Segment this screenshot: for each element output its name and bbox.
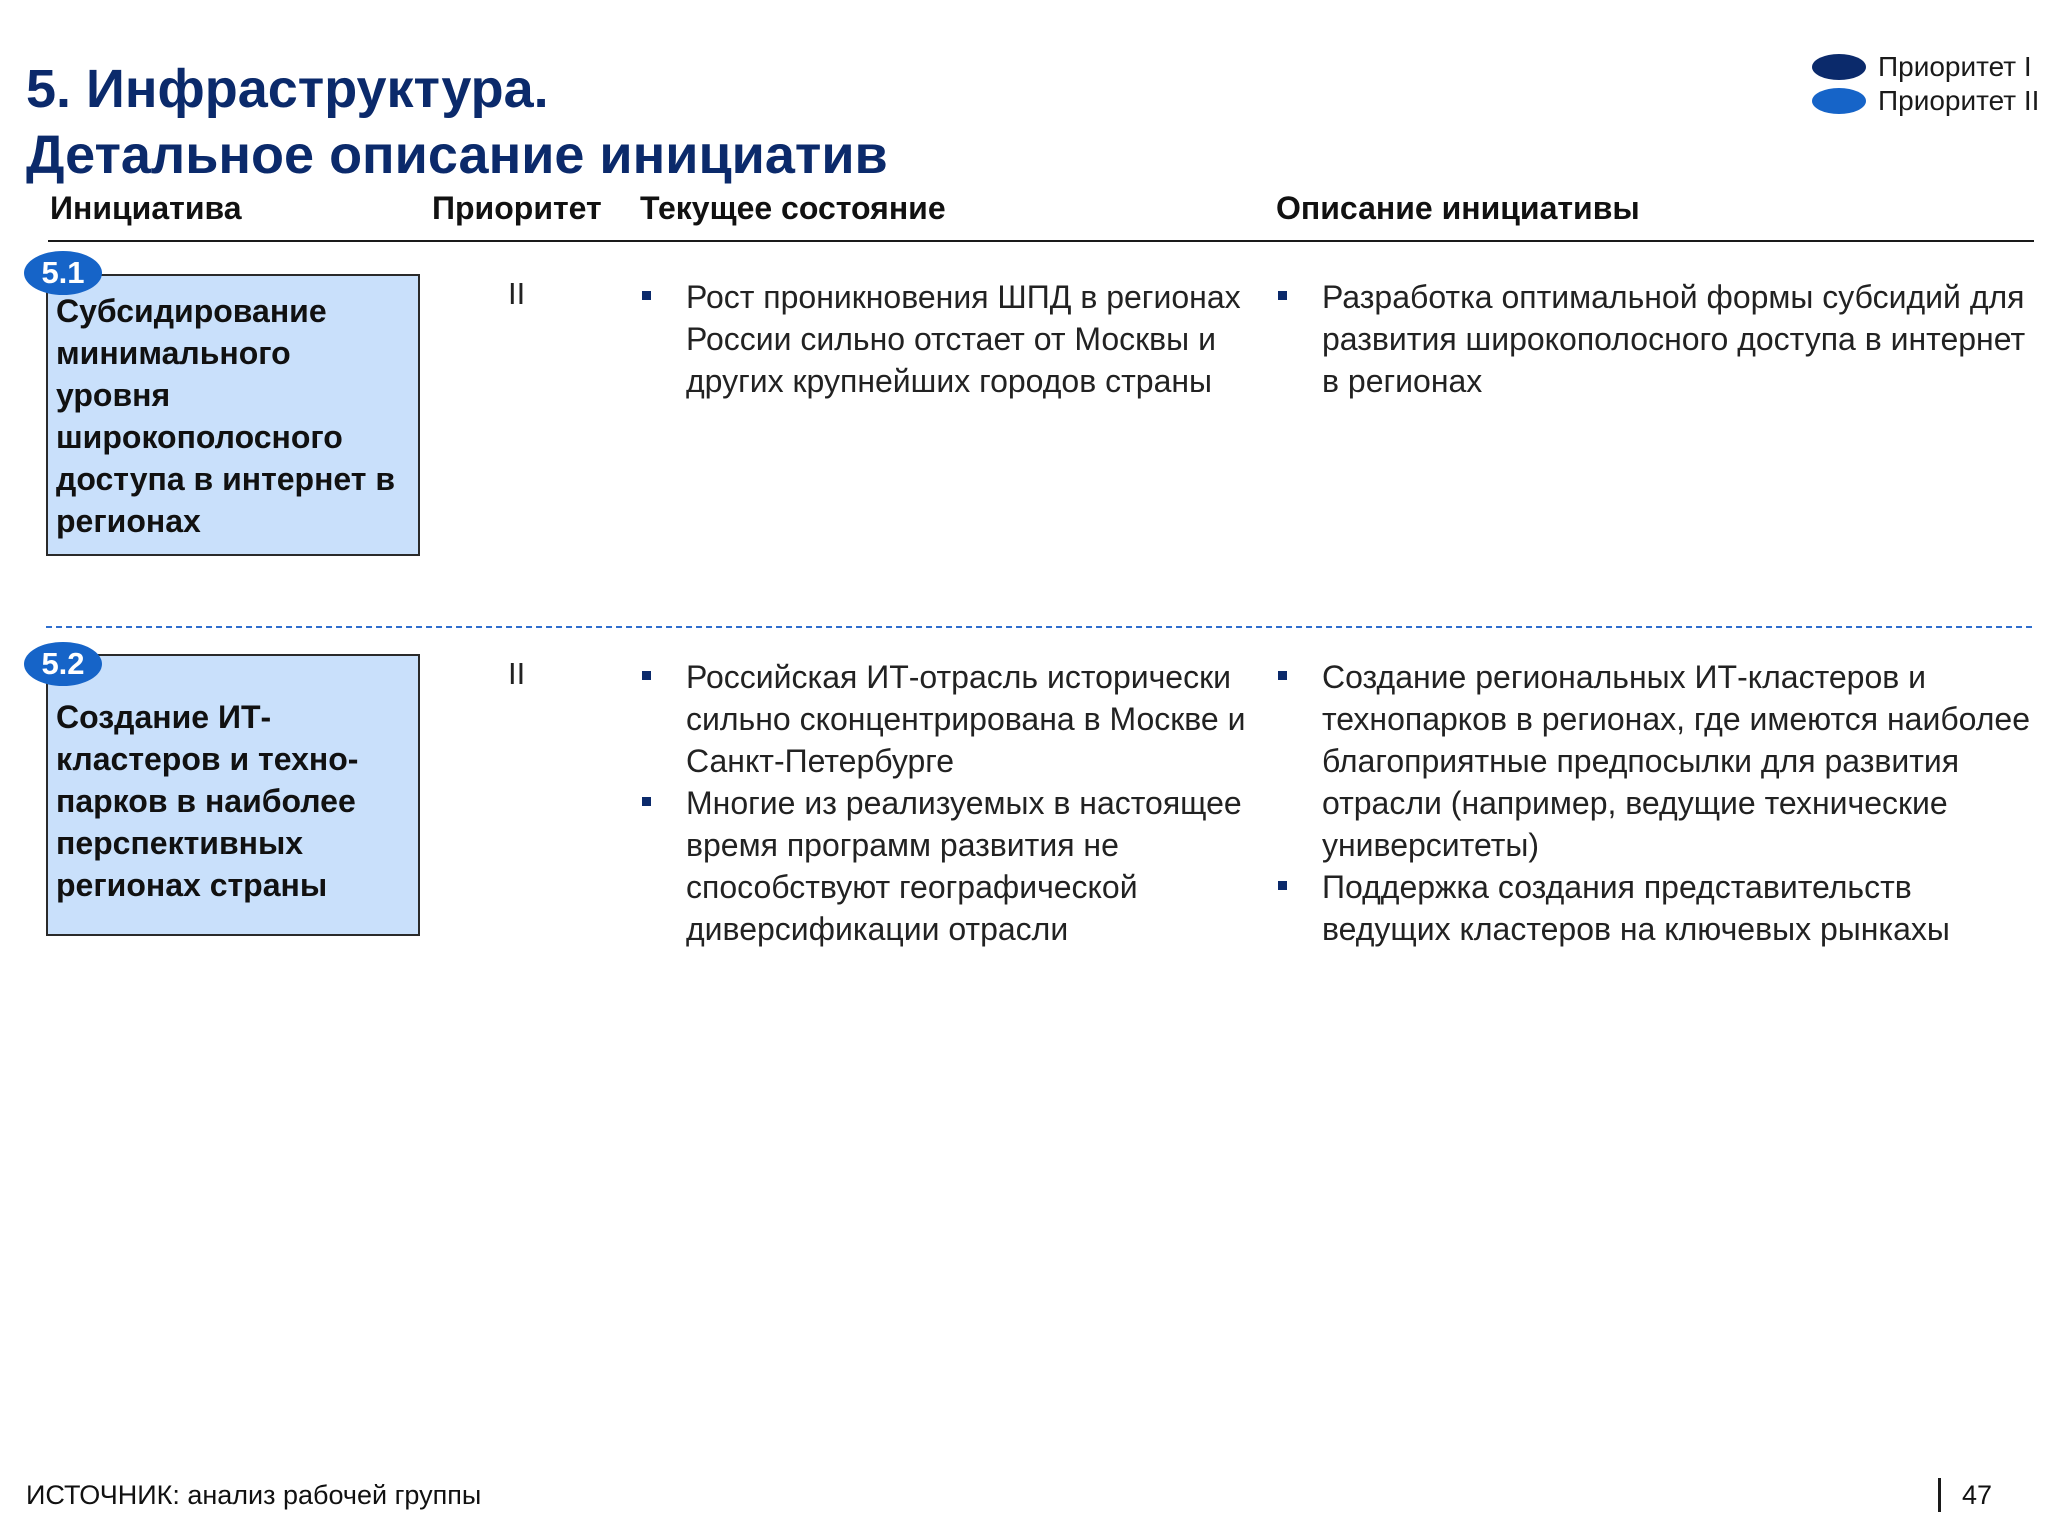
page-title-line-1: 5. Инфраструктура. xyxy=(26,59,549,119)
column-header-priority: Приоритет xyxy=(432,190,602,226)
page-number: 47 xyxy=(1962,1480,1993,1510)
list-item: Разработка оптимальной формы субсидий для развития широкополосного доступа в интернет в регионах xyxy=(1278,276,2034,402)
priority-2-dot-icon xyxy=(1812,88,1866,114)
column-header-initiative: Инициатива xyxy=(50,190,242,226)
legend-item-priority-2 xyxy=(1812,84,2039,118)
list-item: Поддержка создания представительств ведущих кластеров на ключевых рынкахы xyxy=(1278,866,2040,950)
legend-label: Приоритет I xyxy=(1878,51,2032,82)
page-title-line-2: Детальное описание инициатив xyxy=(26,125,888,185)
legend-item-priority-1 xyxy=(1812,50,2039,84)
initiative-number-badge: 5.2 xyxy=(24,642,102,686)
header-divider xyxy=(48,240,2034,242)
footer-separator xyxy=(1938,1478,1941,1512)
description-list xyxy=(1278,276,2034,402)
description-list xyxy=(1278,656,2040,950)
list-item: Российская ИТ-отрасль исторически сильно сконцентрирована в Москве и Санкт-Петербурге xyxy=(642,656,1246,782)
priority-legend xyxy=(1812,50,2039,118)
page-title xyxy=(26,56,888,188)
legend-label: Приоритет II xyxy=(1878,85,2040,116)
list-item: Многие из реализуемых в настоящее время программ развития не способствуют географической диверсификации отрасли xyxy=(642,782,1246,950)
current-state-list xyxy=(642,276,1242,402)
initiative-number-badge: 5.1 xyxy=(24,251,102,295)
priority-value: II xyxy=(508,276,526,311)
initiative-box-5-2: Создание ИТ-кластеров и техно-парков в наиболее перспективных регионах страны xyxy=(46,654,420,936)
list-item: Рост проникновения ШПД в регионах России сильно отстает от Москвы и других крупнейших городов страны xyxy=(642,276,1242,402)
column-header-description: Описание инициативы xyxy=(1276,190,1640,226)
priority-1-dot-icon xyxy=(1812,54,1866,80)
initiative-box-5-1: Субсидирование минимального уровня широкополосного доступа в интернет в регионах xyxy=(46,274,420,556)
row-divider xyxy=(46,626,2032,628)
priority-value: II xyxy=(508,656,526,691)
source-note: ИСТОЧНИК: анализ рабочей группы xyxy=(26,1480,482,1510)
current-state-list xyxy=(642,656,1246,950)
list-item: Создание региональных ИТ-кластеров и технопарков в регионах, где имеются наиболее благоприятные предпосылки для развития отрасли (например, ведущие технические университеты) xyxy=(1278,656,2040,866)
column-header-current-state: Текущее состояние xyxy=(640,190,946,226)
